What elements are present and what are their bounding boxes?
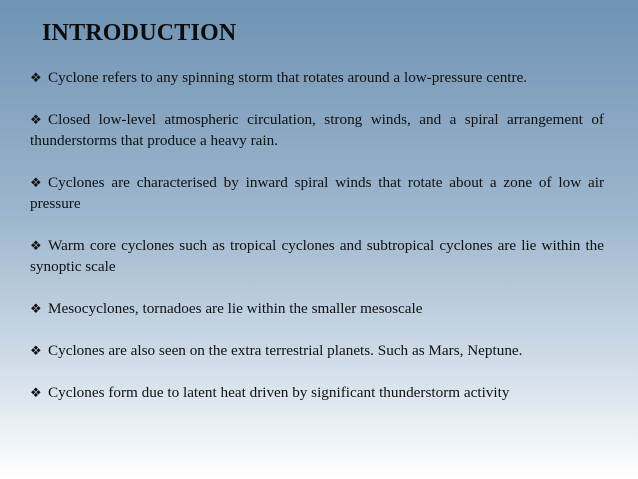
bullet-text: Mesocyclones, tornadoes are lie within the smaller mesoscale [48,300,423,317]
bullet-text: Warm core cyclones such as tropical cyclones and subtropical cyclones are lie within the synoptic scale [30,237,604,275]
diamond-bullet-icon: ❖ [30,112,42,127]
diamond-bullet-icon: ❖ [30,175,42,190]
bullet-item [30,235,604,277]
diamond-bullet-icon: ❖ [30,385,42,400]
bullet-text: Closed low-level atmospheric circulation, strong winds, and a spiral arrangement of thunderstorms that produce a heavy rain. [30,111,604,149]
bullet-text: Cyclone refers to any spinning storm that rotates around a low-pressure centre. [48,69,528,86]
bullet-text: Cyclones are also seen on the extra terrestrial planets. Such as Mars, Neptune. [48,342,523,359]
diamond-bullet-icon: ❖ [30,343,42,358]
bullet-item [30,109,604,151]
diamond-bullet-icon: ❖ [30,70,42,85]
bullet-item [30,382,604,403]
bullet-item [30,298,604,319]
diamond-bullet-icon: ❖ [30,301,42,316]
bullet-item [30,340,604,361]
bullet-text: Cyclones are characterised by inward spiral winds that rotate about a zone of low air pressure [30,174,604,212]
slide-title: INTRODUCTION [42,20,237,46]
diamond-bullet-icon: ❖ [30,238,42,253]
bullet-text: Cyclones form due to latent heat driven by significant thunderstorm activity [48,384,510,401]
bullet-item [30,172,604,214]
bullet-list [30,67,604,424]
bullet-item [30,67,604,88]
